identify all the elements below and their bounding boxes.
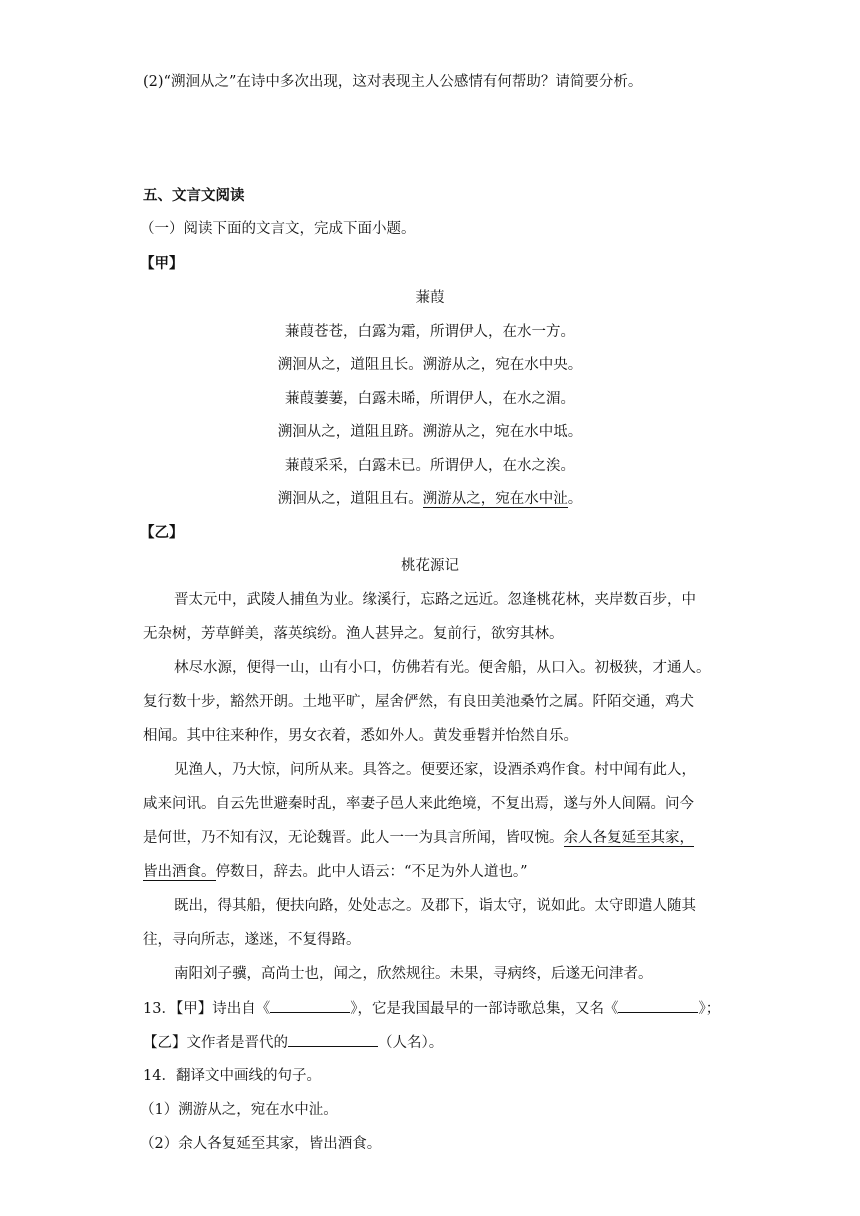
poem-line: 蒹葭萋萋，白露未晞，所谓伊人，在水之湄。 (285, 391, 575, 407)
prose-plain: 是何世，乃不知有汉，无论魏晋。此人一一为具言所闻，皆叹惋。 (143, 830, 564, 846)
poem-line-last (0, 489, 860, 509)
question-13-line-1 (143, 998, 720, 1019)
prose-line (143, 862, 528, 882)
prose-line: 见渔人，乃大惊，问所从来。具答之。便要还家，设酒杀鸡作食。村中闻有此人， (174, 762, 696, 778)
q13-text: 【乙】文作者是晋代的 (143, 1035, 288, 1051)
q13-text: 》； (698, 1001, 721, 1017)
prose-line: 相闻。其中往来种作，男女衣着，悉如外人。黄发垂髫并怡然自乐。 (143, 728, 578, 744)
prose-title: 桃花源记 (401, 558, 459, 574)
prose-line: 复行数十步，豁然开朗。土地平旷，屋舍俨然，有良田美池桑竹之属。阡陌交通，鸡犬 (143, 694, 694, 710)
poem-line-last-plain: 溯洄从之，道阻且右。 (277, 491, 423, 507)
yi-label: 【乙】 (140, 524, 184, 541)
poem-title: 蒹葭 (415, 290, 445, 306)
underlined-sentence-2-cont: 皆出酒食。 (143, 864, 216, 880)
q13-text: 13．【甲】诗出自《 (143, 1001, 271, 1017)
prose-line: 既出，得其船，便扶向路，处处志之。及郡下，诣太守，说如此。太守即遣人随其 (174, 898, 696, 914)
underlined-sentence-2: 余人各复延至其家， (563, 830, 694, 846)
subsection-instruction: （一）阅读下面的文言文，完成下面小题。 (140, 221, 416, 237)
question-14-title: 14．翻译文中画线的句子。 (143, 1068, 321, 1084)
prose-line: 晋太元中，武陵人捕鱼为业。缘溪行，忘路之远近。忽逢桃花林，夹岸数百步，中 (174, 592, 696, 608)
poem-line: 蒹葭苍苍，白露为霜，所谓伊人，在水一方。 (285, 324, 575, 340)
jia-label: 【甲】 (140, 255, 184, 272)
answer-blank-author[interactable] (288, 1032, 378, 1047)
prose-line (143, 828, 694, 848)
question-12-part-2: (2)“溯洄从之”在诗中多次出现，这对表现主人公感情有何帮助？请简要分析。 (143, 74, 643, 90)
prose-line: 咸来问讯。自云先世避秦时乱，率妻子邑人来此绝境，不复出焉，遂与外人间隔。问今 (143, 796, 694, 812)
question-14-item-1: （1）溯游从之，宛在水中沚。 (140, 1102, 338, 1118)
underlined-sentence-1: 溯游从之，宛在水中沚 (422, 491, 568, 507)
poem-line: 溯洄从之，道阻且长。溯游从之，宛在水中央。 (277, 357, 583, 373)
poem-line: 蒹葭采采，白露未已。所谓伊人，在水之涘。 (285, 458, 575, 474)
answer-blank-alt-name[interactable] (618, 998, 698, 1013)
prose-line: 林尽水源，便得一山，山有小口，仿佛若有光。便舍船，从口入。初极狭，才通人。 (174, 660, 711, 676)
prose-line: 往，寻向所志，遂迷，不复得路。 (143, 932, 361, 948)
prose-line: 无杂树，芳草鲜美，落英缤纷。渔人甚异之。复前行，欲穷其林。 (143, 626, 564, 642)
section-title: 五、文言文阅读 (143, 187, 245, 204)
question-13-line-2 (143, 1032, 443, 1053)
answer-blank-source[interactable] (270, 998, 350, 1013)
question-14-item-2: （2）余人各复延至其家，皆出酒食。 (140, 1136, 382, 1152)
prose-line: 南阳刘子骥，高尚士也，闻之，欣然规往。未果，寻病终，后遂无问津者。 (174, 966, 653, 982)
q13-text: （人名）。 (378, 1035, 444, 1051)
poem-line-last-end: 。 (567, 491, 583, 507)
poem-line: 溯洄从之，道阻且跻。溯游从之，宛在水中坻。 (277, 424, 583, 440)
q13-text: 》，它是我国最早的一部诗歌总集，又名《 (350, 1001, 619, 1017)
prose-plain: 停数日，辞去。此中人语云：“不足为外人道也。” (215, 864, 528, 880)
